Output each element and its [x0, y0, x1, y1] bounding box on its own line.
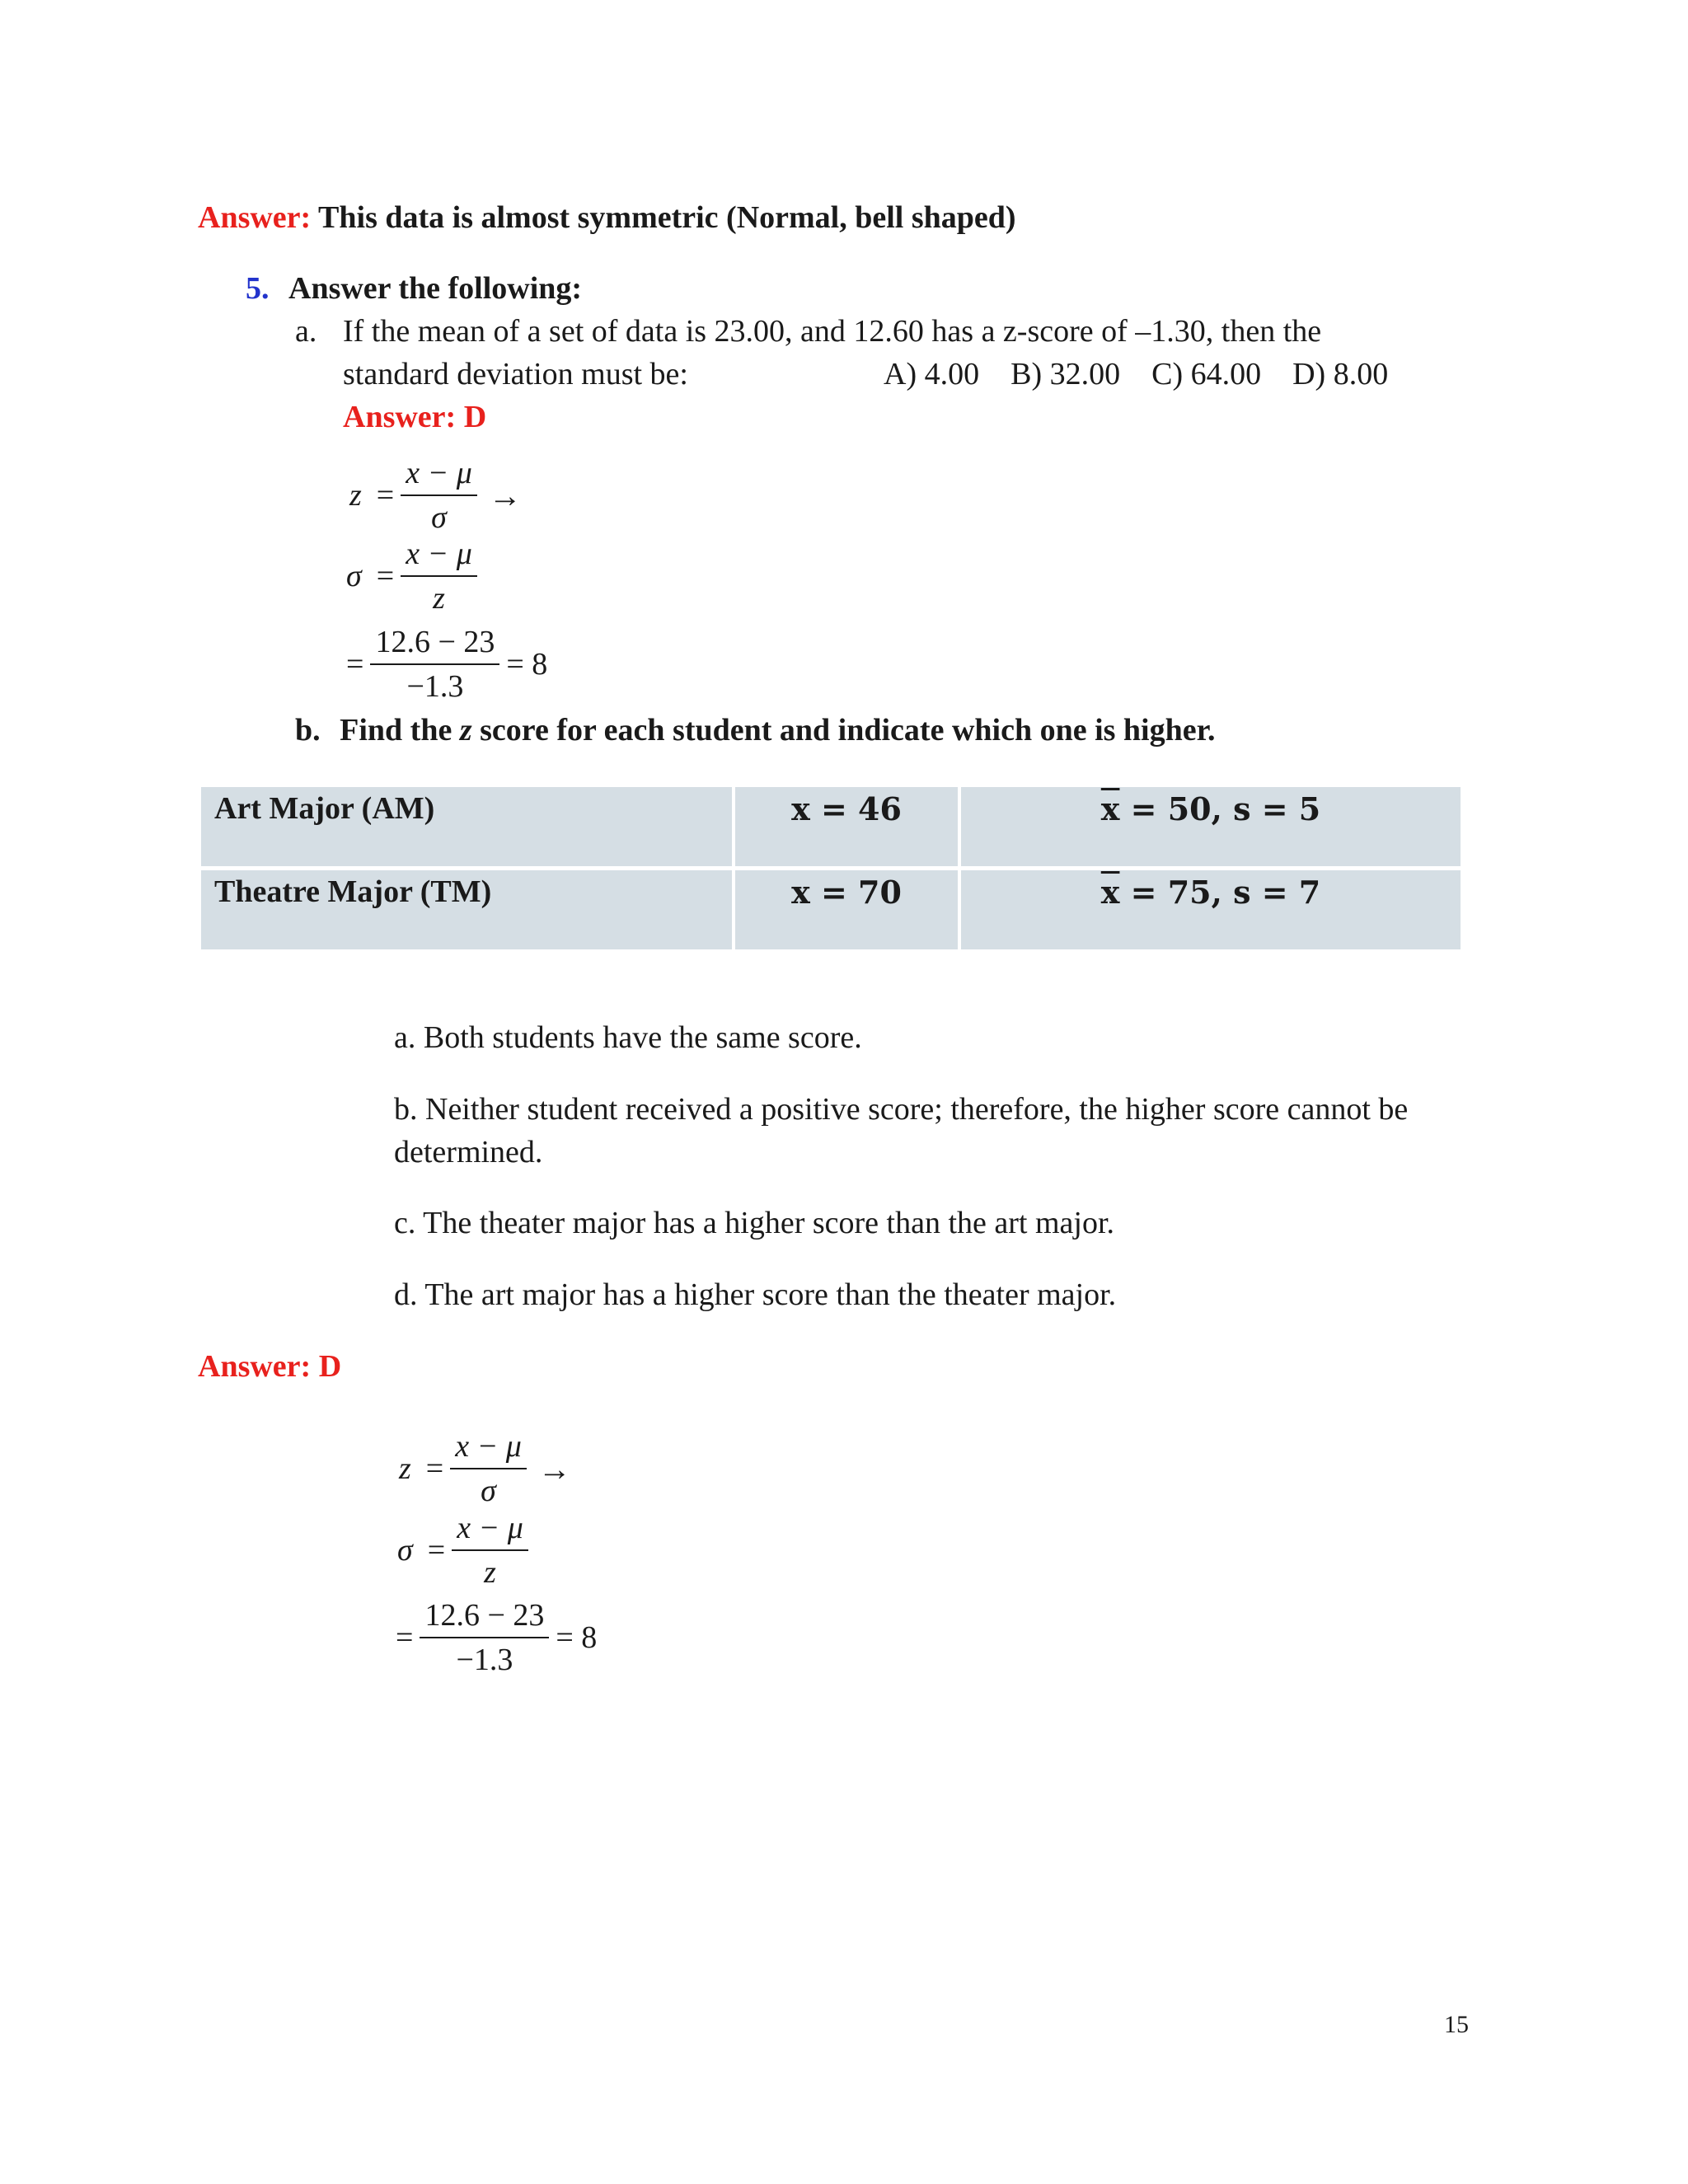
fraction-denominator: σ	[481, 1474, 496, 1508]
fraction-numerator: x − μ	[401, 455, 477, 496]
question-number: 5.	[246, 271, 270, 306]
equals-sign: =	[346, 647, 364, 682]
fraction	[452, 1510, 528, 1591]
arrow-icon: →	[537, 1450, 571, 1488]
answer-label: Answer:	[198, 200, 312, 235]
mean-symbol: $\overline{x}$	[1100, 874, 1120, 911]
part-a-line1: If the mean of a set of data is 23.00, and 12.60 has a z-score of –1.30, then the	[343, 314, 1322, 349]
sigma-symbol: σ	[397, 1533, 413, 1568]
sigma-formula-2	[397, 1510, 528, 1591]
option-b-line1: b. Neither student received a positive score; therefore, the higher score cannot be	[394, 1092, 1409, 1127]
sigma-value-1	[346, 624, 554, 705]
table-row	[201, 870, 1461, 954]
stats-value: = 50, s = 5	[1119, 790, 1321, 827]
sigma-formula-1	[346, 536, 477, 616]
x-value: x = 46	[791, 790, 902, 827]
page-number: 15	[1444, 2011, 1469, 2038]
part-b-title-pre: Find the	[340, 713, 452, 748]
fraction-numerator: x − μ	[401, 536, 477, 577]
row-stats	[961, 870, 1461, 954]
z-formula-1	[349, 455, 522, 536]
z-symbol: z	[399, 1451, 411, 1486]
option-d: d. The art major has a higher score than the theater major.	[394, 1277, 1117, 1312]
part-b-heading	[295, 709, 1216, 752]
fraction	[401, 455, 477, 536]
row-label: Art Major (AM)	[201, 787, 735, 870]
fraction-numerator: 12.6 − 23	[420, 1597, 549, 1638]
fraction-numerator: 12.6 − 23	[370, 624, 499, 665]
stats-value: = 75, s = 7	[1119, 874, 1321, 911]
part-a-answer: Answer: D	[343, 400, 487, 434]
fraction	[450, 1428, 527, 1509]
fraction-numerator: x − μ	[452, 1510, 528, 1551]
answer-text: This data is almost symmetric (Normal, bell shaped)	[318, 200, 1016, 235]
part-a-line2: standard deviation must be:	[343, 357, 688, 391]
row-x-value	[735, 787, 961, 870]
table-row	[201, 787, 1461, 870]
row-stats	[961, 787, 1461, 870]
result: = 8	[556, 1620, 598, 1655]
fraction-denominator: −1.3	[456, 1643, 513, 1677]
mean-symbol: $\overline{x}$	[1100, 790, 1120, 827]
part-b-title-post: score for each student and indicate which one is higher.	[480, 713, 1216, 748]
fraction-denominator: −1.3	[406, 669, 464, 704]
equals-sign: =	[376, 559, 395, 593]
fraction-denominator: z	[484, 1555, 496, 1590]
equals-sign: =	[427, 1533, 446, 1568]
option-a: a. Both students have the same score.	[394, 1020, 862, 1055]
part-a-letter: a.	[295, 314, 317, 349]
student-score-table	[201, 787, 1461, 954]
fraction	[401, 536, 477, 616]
equals-sign: =	[376, 478, 395, 513]
answer-b: Answer: D	[198, 1349, 342, 1384]
fraction-numerator: x − μ	[450, 1428, 527, 1469]
part-b-letter: b.	[295, 713, 321, 748]
equals-sign: =	[425, 1451, 444, 1486]
fraction	[420, 1597, 549, 1678]
question-title: Answer the following:	[288, 271, 583, 306]
x-value: x = 70	[791, 874, 902, 911]
row-label: Theatre Major (TM)	[201, 870, 735, 954]
answer-symmetric-line	[198, 196, 1016, 239]
sigma-value-2	[396, 1597, 603, 1678]
z-formula-2	[399, 1428, 571, 1509]
arrow-icon: →	[488, 476, 522, 514]
question-5-heading	[246, 267, 582, 310]
equals-sign: =	[396, 1620, 414, 1655]
part-b-title-var: z	[459, 713, 472, 748]
option-b-line2: determined.	[394, 1135, 543, 1169]
option-c: c. The theater major has a higher score than the art major.	[394, 1206, 1114, 1240]
fraction-denominator: σ	[431, 500, 447, 535]
z-symbol: z	[349, 478, 362, 513]
fraction	[370, 624, 499, 705]
fraction-denominator: z	[433, 581, 445, 616]
result: = 8	[506, 647, 548, 682]
sigma-symbol: σ	[346, 559, 362, 593]
row-x-value	[735, 870, 961, 954]
part-a-choices: A) 4.00 B) 32.00 C) 64.00 D) 8.00	[884, 357, 1389, 391]
